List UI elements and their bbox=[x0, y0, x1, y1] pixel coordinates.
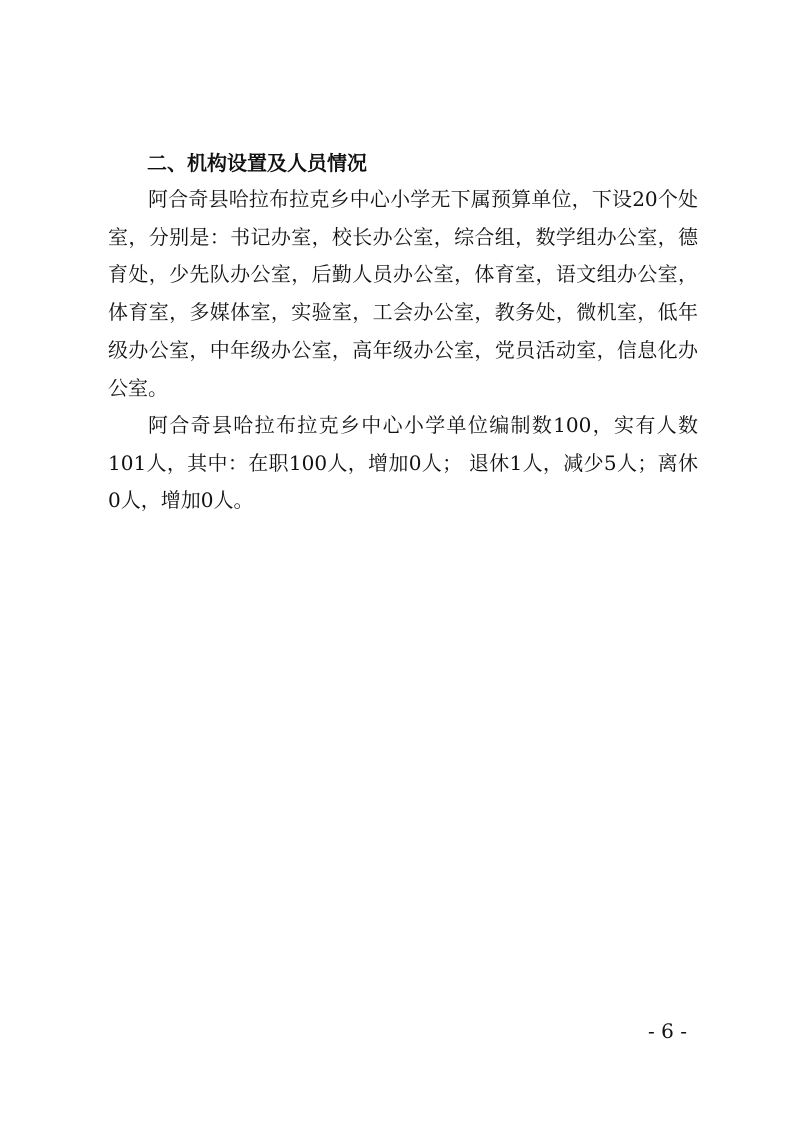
page-number: - 6 - bbox=[648, 1019, 687, 1043]
paragraph-organization: 阿合奇县哈拉布拉克乡中心小学无下属预算单位，下设20个处室，分别是：书记办室，校长办公室，综合组，数学组办公室，德育处，少先队办公室，后勤人员办公室，体育室，语文组办公室，体育室，多媒体室，实验室，工会办公室，教务处，微机室，低年级办公室，中年级办公室，高年级办公室，党员活动室，信息化办公室。 bbox=[108, 187, 698, 400]
paragraph-staffing: 阿合奇县哈拉布拉克乡中心小学单位编制数100，实有人数101人，其中：在职100人，增加0人； 退休1人，减少5人；离休0人，增加0人。 bbox=[108, 413, 698, 513]
section-heading: 二、机构设置及人员情况 bbox=[147, 151, 367, 175]
